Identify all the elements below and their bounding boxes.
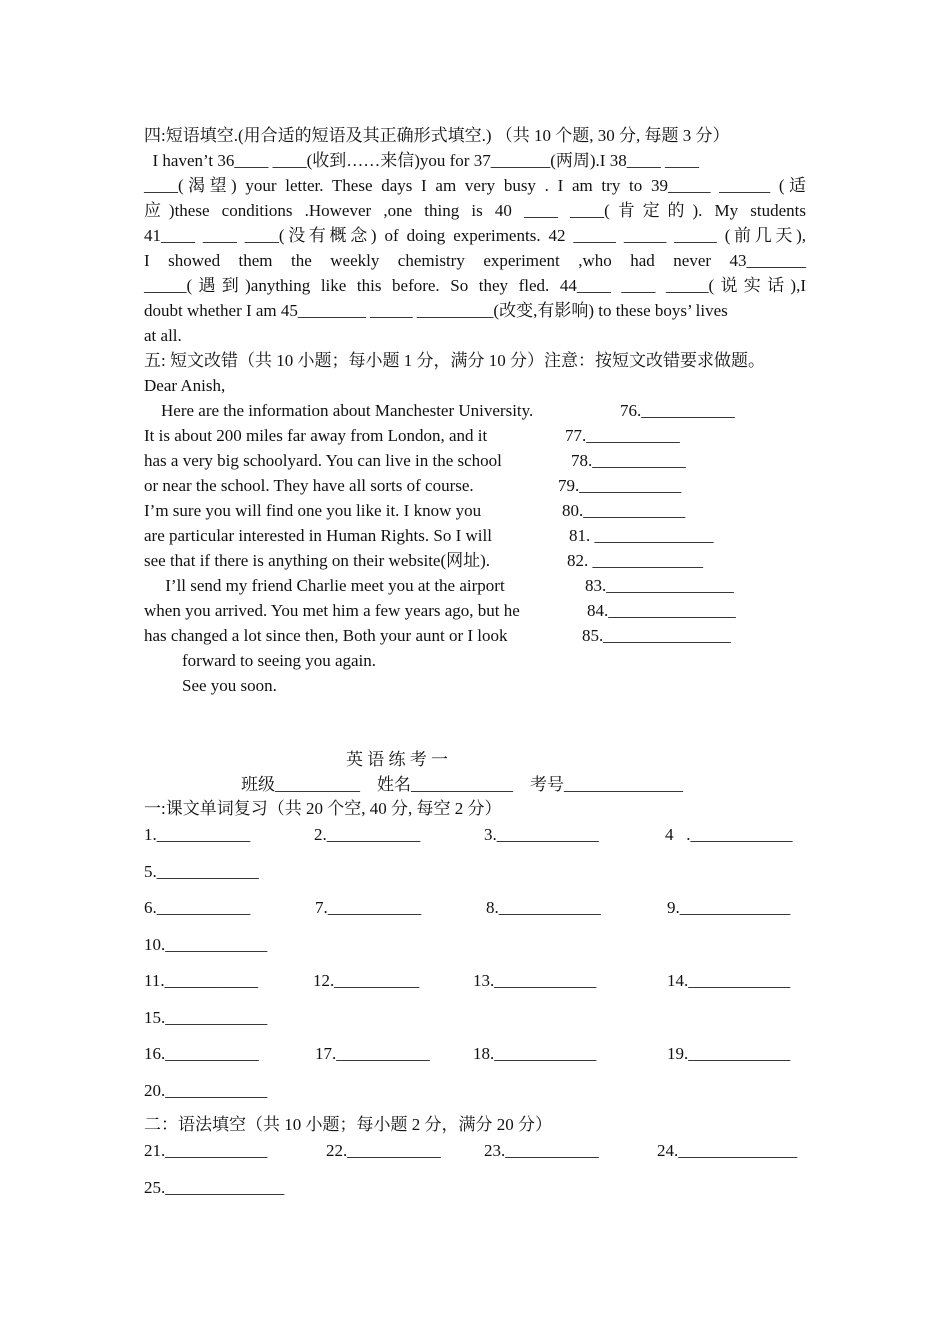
answer-row <box>144 898 806 920</box>
correction-text: has a very big schoolyard. You can live in the school <box>144 451 502 470</box>
answer-blank[interactable]: 11.___________ <box>144 971 259 990</box>
answer-row <box>144 1178 806 1200</box>
section4-line: 41____ ____ ____(没有概念) of doing experiments. 42 _____ _____ _____ (前几天), <box>144 226 806 245</box>
answer-row <box>144 825 806 847</box>
letter-closing-line: forward to seeing you again. <box>182 651 377 670</box>
answer-row <box>144 1141 806 1163</box>
answer-blank[interactable]: 15.____________ <box>144 1008 268 1027</box>
section4-line: 应)these conditions .However ,one thing is 40 ____ ____(肯定的). My students <box>144 201 806 220</box>
correction-text: when you arrived. You met him a few years ago, but he <box>144 601 520 620</box>
section4-line: ____(渴望) your letter. These days I am very busy . I am try to 39_____ ______ (适 <box>144 176 806 195</box>
correction-blank[interactable]: 78.___________ <box>571 451 686 470</box>
correction-blank[interactable]: 77.___________ <box>565 426 680 445</box>
answer-blank[interactable]: 4 .____________ <box>665 825 793 844</box>
letter-greeting: Dear Anish, <box>144 376 226 395</box>
answer-row <box>144 1081 806 1103</box>
answer-blank[interactable]: 6.___________ <box>144 898 251 917</box>
answer-blank[interactable]: 24.______________ <box>657 1141 798 1160</box>
correction-blank[interactable]: 85._______________ <box>582 626 731 645</box>
answer-blank[interactable]: 10.____________ <box>144 935 268 954</box>
answer-blank[interactable]: 18.____________ <box>473 1044 597 1063</box>
correction-text: are particular interested in Human Rights. So I will <box>144 526 492 545</box>
correction-text: I’m sure you will find one you like it. I know you <box>144 501 482 520</box>
letter-signoff: See you soon. <box>182 676 277 695</box>
answer-blank[interactable]: 3.____________ <box>484 825 599 844</box>
correction-blank[interactable]: 80.____________ <box>562 501 686 520</box>
correction-blank[interactable]: 84._______________ <box>587 601 736 620</box>
answer-blank[interactable]: 23.___________ <box>484 1141 599 1160</box>
answer-blank[interactable]: 8.____________ <box>486 898 601 917</box>
correction-blank[interactable]: 83._______________ <box>585 576 734 595</box>
section4-line: I showed them the weekly chemistry experiment ,who had never 43_______ <box>144 251 806 270</box>
answer-blank[interactable]: 16.___________ <box>144 1044 259 1063</box>
answer-blank[interactable]: 25.______________ <box>144 1178 285 1197</box>
answer-blank[interactable]: 2.___________ <box>314 825 421 844</box>
answer-blank[interactable]: 20.____________ <box>144 1081 268 1100</box>
correction-text: Here are the information about Manchester University. <box>144 401 534 420</box>
answer-blank[interactable]: 12.__________ <box>313 971 420 990</box>
answer-row <box>144 1044 806 1066</box>
section4-line: _____(遇到)anything like this before. So they fled. 44____ ____ _____(说实话),I <box>144 276 806 295</box>
answer-blank[interactable]: 9._____________ <box>667 898 791 917</box>
correction-blank[interactable]: 79.____________ <box>558 476 682 495</box>
answer-row <box>144 862 806 884</box>
answer-blank[interactable]: 13.____________ <box>473 971 597 990</box>
correction-blank[interactable]: 81. ______________ <box>569 526 714 545</box>
answer-blank[interactable]: 17.___________ <box>315 1044 430 1063</box>
answer-blank[interactable]: 7.___________ <box>315 898 422 917</box>
answer-blank[interactable]: 5.____________ <box>144 862 259 881</box>
answer-row <box>144 971 806 993</box>
correction-blank[interactable]: 76.___________ <box>620 401 735 420</box>
correction-text: or near the school. They have all sorts of course. <box>144 476 474 495</box>
part1-heading: 一:课文单词复习（共 20 个空, 40 分, 每空 2 分） <box>144 799 502 818</box>
section4-line: I haven’t 36____ ____(收到……来信)you for 37_______(两周).I 38____ ____ <box>144 151 699 170</box>
correction-text: see that if there is anything on their website(网址). <box>144 551 491 570</box>
answer-sheet-title: 英 语 练 考 一 <box>346 750 448 769</box>
answer-row <box>144 935 806 957</box>
part2-heading: 二：语法填空（共 10 小题；每小题 2 分，满分 20 分） <box>144 1115 552 1134</box>
section4-heading: 四:短语填空.(用合适的短语及其正确形式填空.) （共 10 个题, 30 分, 每题 3 分） <box>144 126 730 145</box>
section4-line: at all. <box>144 326 182 345</box>
correction-text: has changed a lot since then, Both your aunt or I look <box>144 626 508 645</box>
section4-line: doubt whether I am 45________ _____ _________(改变,有影响) to these boys’ lives <box>144 301 728 320</box>
correction-text: It is about 200 miles far away from London, and it <box>144 426 488 445</box>
answer-blank[interactable]: 19.____________ <box>667 1044 791 1063</box>
correction-blank[interactable]: 82. _____________ <box>567 551 703 570</box>
correction-text: I’ll send my friend Charlie meet you at the airport <box>144 576 505 595</box>
answer-row <box>144 1008 806 1030</box>
answer-blank[interactable]: 1.___________ <box>144 825 251 844</box>
answer-blank[interactable]: 21.____________ <box>144 1141 268 1160</box>
answer-blank[interactable]: 14.____________ <box>667 971 791 990</box>
answer-blank[interactable]: 22.___________ <box>326 1141 441 1160</box>
section5-heading: 五: 短文改错（共 10 小题；每小题 1 分，满分 10 分）注意：按短文改错要求做题。 <box>144 351 765 370</box>
student-info-line[interactable]: 班级__________ 姓名____________ 考号______________ <box>241 775 683 794</box>
